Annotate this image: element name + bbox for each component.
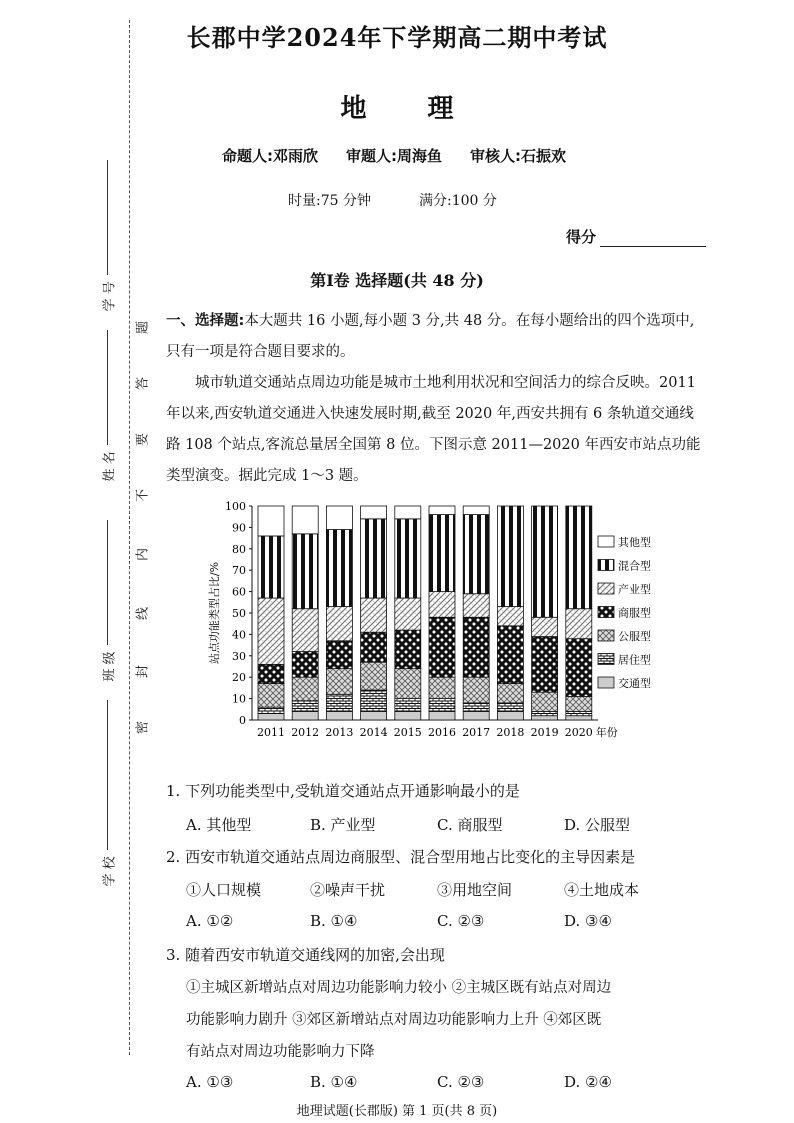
- bar-segment: [326, 506, 352, 530]
- stacked-bar-chart: [204, 498, 694, 748]
- page-footer: 地理试题(长郡版) 第 1 页(共 8 页): [296, 1104, 498, 1119]
- seal-char: 线: [135, 607, 151, 621]
- bar-segment: [463, 506, 489, 515]
- bar-segment: [429, 677, 455, 698]
- bar-segment: [429, 617, 455, 677]
- y-tick-label: 100: [225, 500, 246, 513]
- y-tick-label: 70: [232, 564, 246, 578]
- x-tick-label: 2011: [257, 726, 285, 739]
- y-tick-label: 30: [232, 649, 246, 663]
- bar-segment: [258, 536, 284, 598]
- bar-segment: [532, 716, 558, 720]
- q3-option-d[interactable]: D. ②④: [564, 1073, 612, 1091]
- legend-label: 商服型: [618, 606, 651, 620]
- bar-segment: [292, 701, 318, 712]
- bar-segment: [258, 714, 284, 720]
- x-tick-label: 2016: [428, 726, 456, 739]
- question-2-stem: 2. 西安市轨道交通站点周边商服型、混合型用地占比变化的主导因素是: [166, 848, 636, 866]
- setter: 命题人:邓雨欣: [222, 147, 318, 165]
- bar-segment: [258, 598, 284, 664]
- q1-option-d[interactable]: D. 公服型: [564, 816, 631, 834]
- seal-char: 题: [135, 321, 151, 335]
- bar-segment: [326, 641, 352, 669]
- bar-segment: [361, 632, 387, 662]
- bar-segment: [497, 626, 523, 684]
- bar-segment: [258, 707, 284, 713]
- y-tick-label: 0: [239, 714, 246, 727]
- y-tick-label: 20: [232, 671, 246, 685]
- q2-option-a[interactable]: A. ①②: [186, 912, 234, 930]
- bar-segment: [532, 506, 558, 617]
- bar-segment: [566, 639, 592, 697]
- seal-char: 内: [135, 548, 151, 562]
- bar-segment: [463, 677, 489, 703]
- x-tick-label: 2012: [291, 726, 320, 739]
- score-blank[interactable]: [600, 230, 706, 247]
- class-rule: [107, 520, 108, 645]
- bar-segment: [566, 609, 592, 639]
- name-rule: [107, 330, 108, 445]
- bar-segment: [429, 592, 455, 618]
- question-3-line-3: 有站点对周边功能影响力下降: [186, 1044, 375, 1060]
- legend-swatch: [598, 583, 614, 594]
- bar-segment: [361, 711, 387, 720]
- bar-segment: [463, 711, 489, 720]
- y-tick-label: 60: [232, 585, 246, 599]
- bar-segment: [395, 506, 421, 519]
- bar-segment: [326, 530, 352, 607]
- question-1-stem: 1. 下列功能类型中,受轨道交通站点开通影响最小的是: [166, 782, 520, 800]
- x-tick-label: 2019: [530, 726, 559, 739]
- reviewer: 审题人:周海鱼: [346, 147, 442, 165]
- bar-segment: [258, 506, 284, 536]
- bar-segment: [497, 703, 523, 712]
- bar-segment: [532, 711, 558, 715]
- bar-segment: [361, 506, 387, 519]
- seal-char: 要: [135, 433, 151, 447]
- bar-segment: [497, 711, 523, 720]
- x-tick-label: 2013: [325, 726, 354, 739]
- q3-option-c[interactable]: C. ②③: [437, 1073, 485, 1091]
- y-tick-label: 50: [232, 607, 246, 620]
- bar-segment: [258, 684, 284, 708]
- bar-segment: [292, 609, 318, 652]
- legend-swatch: [598, 607, 614, 618]
- subject-title: 地 理: [340, 94, 454, 124]
- bar-segment: [326, 669, 352, 695]
- bar-segment: [361, 598, 387, 632]
- bar-segment: [532, 617, 558, 636]
- student-id-field[interactable]: [96, 160, 120, 320]
- score-box: [566, 226, 706, 247]
- q3-option-b[interactable]: B. ①④: [310, 1073, 358, 1091]
- q2-item-4: ④土地成本: [564, 881, 640, 899]
- bar-segment: [463, 594, 489, 618]
- bar-segment: [429, 506, 455, 515]
- bar-segment: [292, 677, 318, 701]
- full-score: 满分:100 分: [418, 193, 497, 209]
- legend-label: 交通型: [618, 677, 651, 690]
- seal-char: 不: [135, 489, 151, 503]
- bar-segment: [361, 519, 387, 598]
- x-tick-label: 2017: [462, 726, 491, 739]
- passage: 城市轨道交通站点周边功能是城市土地利用状况和空间活力的综合反映。2011 年以来,西安轨道交通进入快速发展时期,截至 2020 年,西安共拥有 6 条轨道交通线路 108 个站点,客流总量居全国第 8 位。下图示意 2011—2020 年西安市站点功能类型演变。据此完成 1～3 题。: [166, 375, 701, 484]
- student-id-rule: [107, 160, 108, 275]
- bar-segment: [326, 607, 352, 641]
- bar-segment: [429, 711, 455, 720]
- bar-segment: [497, 684, 523, 703]
- legend-label: 公服型: [618, 630, 651, 643]
- legend-label: 居住型: [618, 653, 651, 667]
- x-tick-label: 2020: [564, 726, 593, 739]
- student-id-label: 学 号: [102, 281, 118, 312]
- name-field[interactable]: [96, 330, 120, 490]
- exam-time: 时量:75 分钟: [288, 193, 371, 209]
- bar-segment: [429, 515, 455, 592]
- q2-option-b[interactable]: B. ①④: [310, 912, 358, 930]
- legend-swatch: [598, 560, 614, 571]
- bar-segment: [463, 703, 489, 712]
- exam-title: 长郡中学2024年下学期高二期中考试: [186, 23, 608, 52]
- y-tick-label: 10: [232, 692, 246, 706]
- bar-segment: [566, 711, 592, 715]
- school-rule: [107, 700, 108, 850]
- bar-segment: [292, 652, 318, 678]
- seal-char: 封: [135, 665, 151, 679]
- intro-text: 本大题共 16 小题,每小题 3 分,共 48 分。在每小题给出的四个选项中,只有一项是符合题目要求的。: [166, 313, 695, 360]
- q2-option-d[interactable]: D. ③④: [564, 912, 612, 930]
- timing-line: [288, 190, 545, 210]
- q2-item-3: ③用地空间: [437, 881, 513, 899]
- question-3-stem: 3. 随着西安市轨道交通线网的加密,会出现: [166, 946, 445, 964]
- section-title: 第Ⅰ卷 选择题(共 48 分): [310, 271, 484, 290]
- bar-segment: [463, 515, 489, 594]
- y-axis-label: 站点功能类型占比/%: [208, 561, 221, 665]
- bar-segment: [566, 716, 592, 720]
- bar-segment: [566, 506, 592, 609]
- legend-label: 混合型: [618, 559, 651, 573]
- question-3-line-2: 功能影响力剧升 ③郊区新增站点对周边功能影响力上升 ④郊区既: [186, 1012, 602, 1028]
- seal-char: 密: [135, 721, 151, 735]
- name-label: 姓 名: [102, 451, 118, 482]
- x-tick-label: 2015: [393, 726, 422, 739]
- bar-segment: [292, 711, 318, 720]
- bar-segment: [497, 607, 523, 626]
- legend-label: 其他型: [618, 536, 651, 549]
- school-field[interactable]: [96, 700, 120, 910]
- y-tick-label: 80: [232, 542, 246, 556]
- bar-segment: [395, 630, 421, 669]
- x-axis-label: 年份: [595, 726, 618, 739]
- binding-dashed-line: [129, 20, 130, 1055]
- authors-line: [222, 145, 566, 166]
- bar-segment: [258, 664, 284, 683]
- bar-segment: [395, 519, 421, 598]
- class-field[interactable]: [96, 520, 120, 700]
- q1-option-c[interactable]: C. 商服型: [437, 816, 503, 834]
- bar-segment: [532, 692, 558, 711]
- question-3-line-1: ①主城区新增站点对周边功能影响力较小 ②主城区既有站点对周边: [186, 980, 612, 996]
- bar-segment: [429, 699, 455, 712]
- checker: 审核人:石振欢: [470, 147, 566, 165]
- legend-swatch: [598, 677, 614, 688]
- legend-swatch: [598, 630, 614, 641]
- section-intro: [166, 306, 706, 368]
- q2-option-c[interactable]: C. ②③: [437, 912, 485, 930]
- legend-swatch: [598, 654, 614, 665]
- legend-label: 产业型: [618, 583, 651, 596]
- y-tick-label: 90: [232, 521, 246, 535]
- x-tick-label: 2014: [359, 726, 388, 739]
- q2-item-1: ①人口规模: [186, 881, 262, 899]
- bar-segment: [395, 699, 421, 712]
- bar-segment: [566, 696, 592, 711]
- bar-segment: [326, 694, 352, 711]
- bar-segment: [326, 711, 352, 720]
- bar-segment: [395, 711, 421, 720]
- seal-char: 答: [135, 377, 151, 391]
- bar-segment: [395, 598, 421, 630]
- bar-segment: [361, 690, 387, 711]
- bar-segment: [395, 669, 421, 699]
- q1-option-b[interactable]: B. 产业型: [310, 816, 376, 834]
- legend-swatch: [598, 536, 614, 547]
- school-label: 学 校: [102, 856, 118, 887]
- q2-item-2: ②噪声干扰: [310, 881, 386, 899]
- x-tick-label: 2018: [496, 726, 525, 739]
- class-label: 班 级: [102, 651, 118, 682]
- q1-option-a[interactable]: A. 其他型: [186, 816, 252, 834]
- q3-option-a[interactable]: A. ①③: [186, 1073, 234, 1091]
- bar-segment: [532, 637, 558, 693]
- bar-segment: [292, 534, 318, 609]
- y-tick-label: 40: [232, 628, 246, 642]
- bar-segment: [292, 506, 318, 534]
- bar-segment: [463, 617, 489, 677]
- bar-segment: [497, 506, 523, 607]
- intro-bold: 一、选择题:: [166, 313, 245, 329]
- score-label: 得分: [566, 228, 597, 246]
- bar-segment: [361, 662, 387, 690]
